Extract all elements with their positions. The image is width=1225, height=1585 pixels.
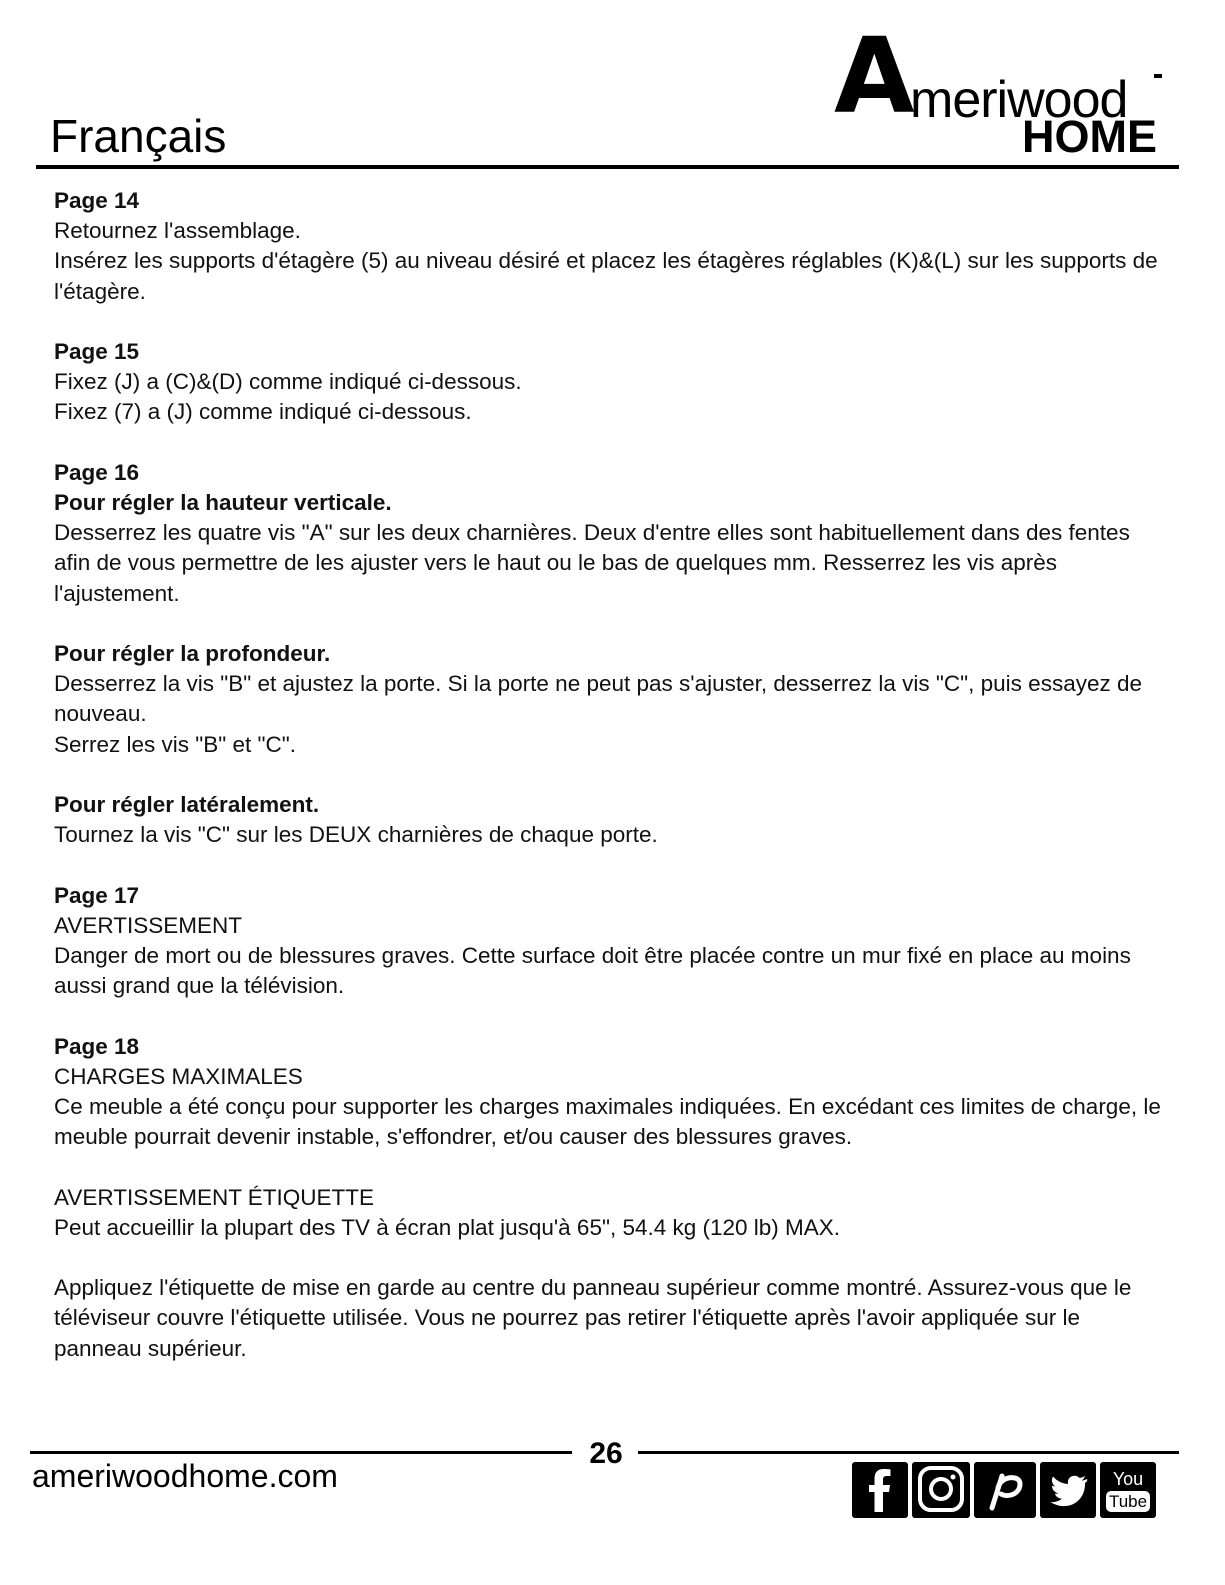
section-heading: Pour régler latéralement. [54,792,320,817]
instructions-body [54,186,1164,1364]
section-heading: Page 17 [54,882,140,908]
section-heading: Page 15 [54,339,140,364]
logo-tm-mark [1154,74,1162,78]
paragraph-spacer [54,850,1164,880]
page-number: 26 [589,1437,623,1470]
paragraph-spacer [54,760,1164,790]
twitter-icon[interactable] [1040,1462,1096,1518]
paragraph: Insérez les supports d'étagère (5) au niveau désiré et placez les étagères réglables (K)&(L) sur les supports de l'étagère. [54,248,1158,304]
section-heading: Pour régler la profondeur. [54,641,331,666]
paragraph: Appliquez l'étiquette de mise en garde au centre du panneau supérieur comme montré. Assurez-vous que le téléviseur couvre l'étiquette utilisée. Vous ne pourrez pas retirer l'étiquette après l'avoir appliquée sur le panneau supérieur. [54,1275,1132,1361]
logo-sub: HOME [1022,111,1157,162]
youtube-icon-line2: Tube [1108,1492,1148,1511]
paragraph: Desserrez les quatre vis "A" sur les deux charnières. Deux d'entre elles sont habituellement dans des fentes afin de vous permettre de les ajuster vers le haut ou le bas de quelques mm. Resserrez les vis après l'ajustement. [54,520,1130,606]
section-heading: Page 14 [54,188,140,213]
section-heading: Page 18 [54,1033,140,1059]
footer-divider-left [30,1451,572,1454]
paragraph: Fixez (J) a (C)&(D) comme indiqué ci-dessous. [54,369,522,395]
youtube-icon[interactable] [1100,1462,1156,1518]
footer-divider-right [638,1451,1179,1454]
paragraph: Ce meuble a été conçu pour supporter les charges maximales indiquées. En excédant ces limites de charge, le meuble pourrait devenir instable, s'effondrer, et/ou causer des blessures graves. [54,1094,1161,1150]
ameriwood-home-logo [832,15,1162,162]
paragraph: Fixez (7) a (J) comme indiqué ci-dessous. [54,399,472,425]
logo-letter: A [834,15,915,137]
logo-word: meriwood [910,71,1128,129]
header-divider [36,165,1179,169]
pinterest-icon[interactable] [974,1462,1036,1518]
instagram-icon[interactable] [912,1462,970,1518]
paragraph-spacer [54,609,1164,639]
section-heading: Page 16 [54,459,140,485]
youtube-icon-line1: You [1112,1469,1144,1489]
page-language-title: Français [50,110,227,162]
paragraph: CHARGES MAXIMALES [54,1063,303,1089]
paragraph-spacer [54,307,1164,337]
paragraph: Tournez la vis "C" sur les DEUX charnières de chaque porte. [54,822,658,848]
paragraph: AVERTISSEMENT [54,912,242,938]
paragraph: AVERTISSEMENT ÉTIQUETTE [54,1184,375,1210]
paragraph-spacer [54,1001,1164,1031]
paragraph: Serrez les vis "B" et "C". [54,731,297,757]
paragraph-spacer [54,428,1164,458]
website-link[interactable]: ameriwoodhome.com [32,1458,338,1494]
paragraph: Desserrez la vis "B" et ajustez la porte. Si la porte ne peut pas s'ajuster, desserrez la vis "C", puis essayez de nouveau. [54,671,1142,727]
paragraph: Retournez l'assemblage. [54,218,301,244]
facebook-icon[interactable] [852,1462,908,1518]
paragraph-spacer [54,1152,1164,1182]
paragraph: Peut accueillir la plupart des TV à écran plat jusqu'à 65", 54.4 kg (120 lb) MAX. [54,1214,841,1240]
paragraph-spacer [54,1243,1164,1273]
section-heading: Pour régler la hauteur verticale. [54,490,392,515]
paragraph: Danger de mort ou de blessures graves. Cette surface doit être placée contre un mur fixé en place au moins aussi grand que la télévision. [54,943,1131,999]
